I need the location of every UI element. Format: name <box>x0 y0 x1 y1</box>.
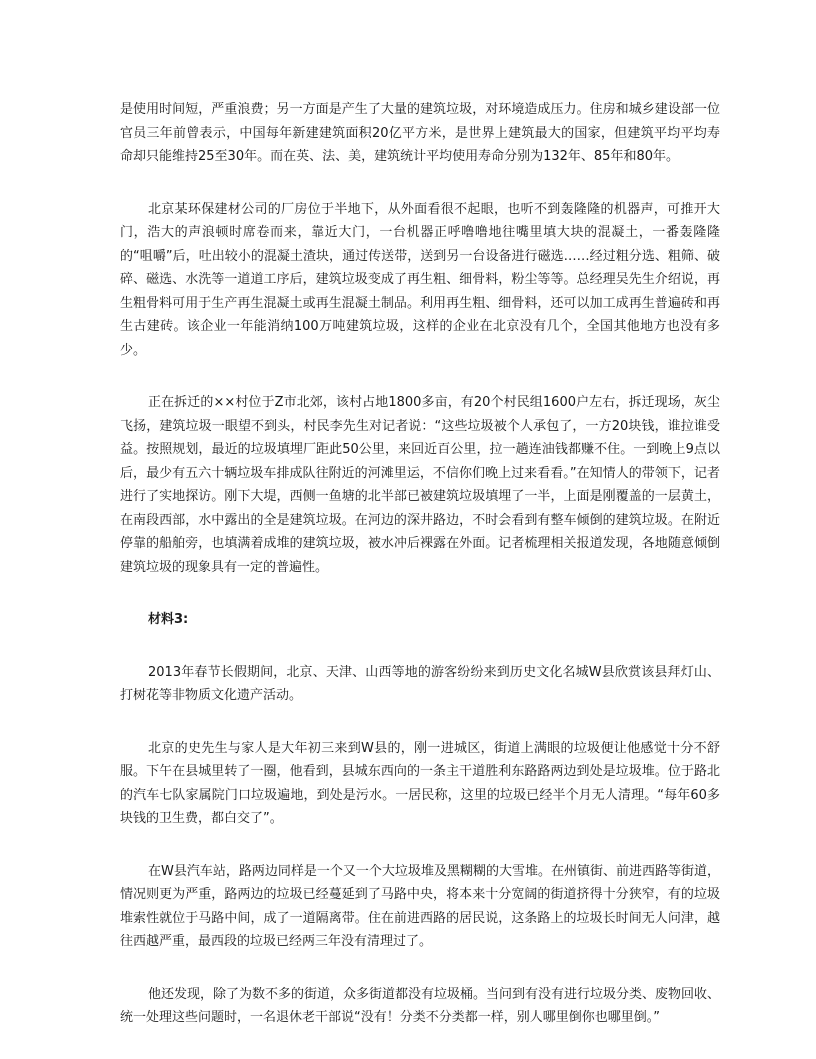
paragraph-no-trash-bins: 他还发现，除了为数不多的街道，众多街道都没有垃圾桶。当问到有没有进行垃圾分类、废物回收、统一处理这些问题时，一名退休老干部说“没有！分类不分类都一样，别人哪里倒你也哪里倒。” <box>120 986 721 1025</box>
paragraph-mr-shi: 北京的史先生与家人是大年初三来到W县的，刚一进城区，街道上满眼的垃圾便让他感觉十分不舒服。下午在县城里转了一圈，他看到，县城东西向的一条主干道胜利东路路两边到处是垃圾堆。位于路北的汽车七队家属院门口垃圾遍地，到处是污水。一居民称，这里的垃圾已经半个月无人清理。“每年60多块钱的卫生费，都白交了”。 <box>120 740 720 826</box>
paragraph-continuation: 是使用时间短，严重浪费；另一方面是产生了大量的建筑垃圾，对环境造成压力。住房和城乡建设部一位官员三年前曾表示，中国每年新建建筑面积20亿平方米，是世界上建筑最大的国家，但建筑平均平均寿命却只能维持25至30年。而在英、法、美，建筑统计平均使用寿命分别为132年、85年和80年。 <box>120 102 720 164</box>
section-heading: 材料3: <box>148 612 189 627</box>
paragraph-bus-station: 在W县汽车站，路两边同样是一个又一个大垃圾堆及黑糊糊的大雪堆。在州镇街、前进西路等街道，情况则更为严重，路两边的垃圾已经蔓延到了马路中央，将本来十分宽阔的街道挤得十分狭窄，有的垃圾堆索性就位于马路中间，成了一道隔离带。住在前进西路的居民说，这条路上的垃圾长时间无人问津，越往西越严重，最西段的垃圾已经两三年没有清理过了。 <box>120 863 720 949</box>
paragraph-village-demolition: 正在拆迁的××村位于Z市北郊，该村占地1800多亩，有20个村民组1600户左右，拆迁现场，灰尘飞扬，建筑垃圾一眼望不到头，村民李先生对记者说：“这些垃圾被个人承包了，一方20块钱，谁拉谁受益。按照规划，最近的垃圾填埋厂距此50公里，来回近百公里，拉一趟连油钱都赚不住。一到晚上9点以后，最少有五六十辆垃圾车排成队往附近的河滩里运，不信你们晚上过来看看。”在知情人的带领下，记者进行了实地探访。刚下大堤，西侧一鱼塘的北半部已被建筑垃圾填埋了一半，上面是刚覆盖的一层黄土，在南段西部，水中露出的全是建筑垃圾。在河边的深井路边，不时会看到有整车倾倒的建筑垃圾。在附近停靠的船舶旁，也填满着成堆的建筑垃圾，被水冲后裸露在外面。记者梳理相关报道发现，各地随意倾倒建筑垃圾的现象具有一定的普遍性。 <box>120 395 720 575</box>
paragraph-spring-festival: 2013年春节长假期间，北京、天津、山西等地的游客纷纷来到历史文化名城W县欣赏该县拜灯山、打树花等非物质文化遗产活动。 <box>120 664 720 703</box>
document-page <box>120 98 720 1059</box>
paragraph-recycling-company: 北京某环保建材公司的厂房位于半地下，从外面看很不起眼，也听不到轰隆隆的机器声，可推开大门，浩大的声浪顿时席卷而来，靠近大门，一台机器正呼噜噜地往嘴里填大块的混凝土，一番轰隆隆的“咀嚼”后，吐出较小的混凝土渣块，通过传送带，送到另一台设备进行磁选……经过粗分选、粗筛、破碎、磁选、水洗等一道道工序后，建筑垃圾变成了再生粗、细骨料，粉尘等等。总经理吴先生介绍说，再生粗骨料可用于生产再生混凝土或再生混凝土制品。利用再生粗、细骨料，还可以加工成再生普遍砖和再生古建砖。该企业一年能消纳100万吨建筑垃圾，这样的企业在北京没有几个，全国其他地方也没有多少。 <box>120 201 720 358</box>
